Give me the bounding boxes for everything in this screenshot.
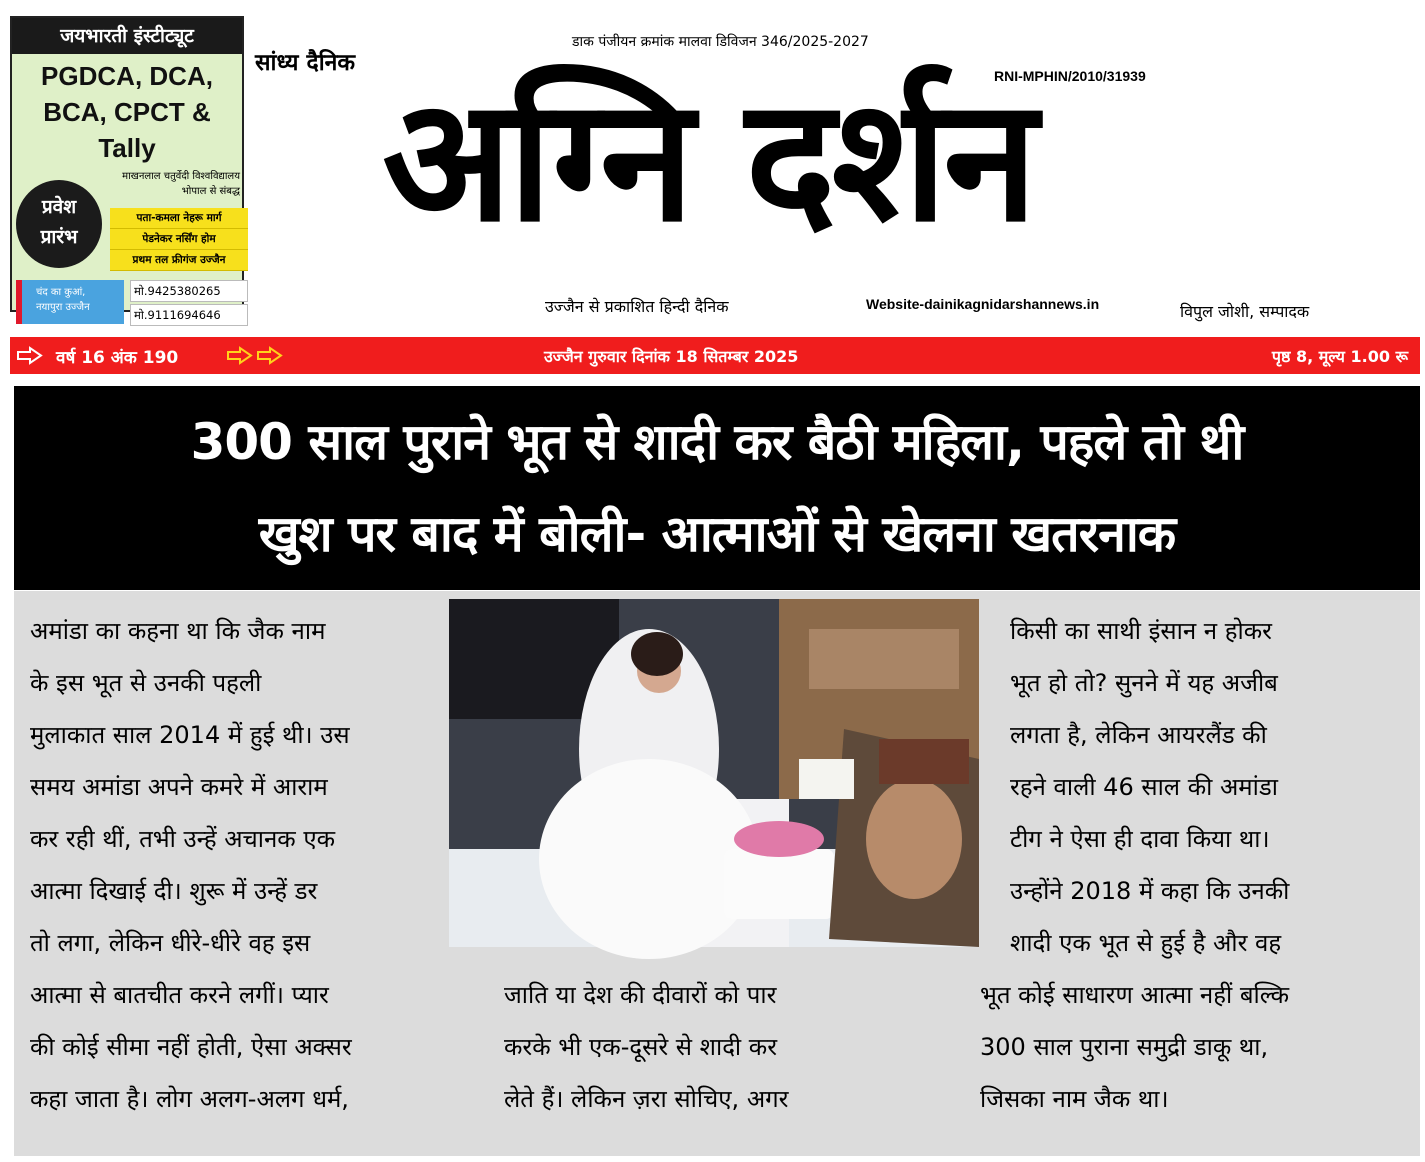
article-column-left [30, 605, 440, 1125]
postal-registration: डाक पंजीयन क्रमांक मालवा डिविजन 346/2025-2027 [572, 34, 869, 50]
arrow-right-icon [226, 346, 254, 365]
ad-admission-line: प्रवेश [41, 196, 77, 218]
ad-course-line: BCA, CPCT & Tally [43, 97, 211, 163]
ad-phones [130, 280, 248, 328]
article-line: उन्होंने 2018 में कहा कि उनकी [1010, 877, 1290, 905]
article-line: अमांडा का कहना था कि जैक नाम [30, 617, 326, 645]
article-line: कर रही थीं, तभी उन्हें अचानक एक [30, 825, 336, 853]
publication-date: उज्जैन गुरुवार दिनांक 18 सितम्बर 2025 [544, 347, 799, 366]
ad-university-line: माखनलाल चतुर्वेदी विश्वविद्यालय [122, 171, 240, 182]
ad-course-line: PGDCA, DCA, [41, 61, 213, 91]
arrow-right-icon [16, 346, 44, 365]
ad-old-address-line: चंद का कुआं, [36, 287, 86, 298]
article-line: के इस भूत से उनकी पहली [30, 669, 262, 697]
article-line: मुलाकात साल 2014 में हुई थी। उस [30, 721, 350, 749]
institute-advertisement [10, 16, 244, 322]
masthead-prefix: सांध्य दैनिक [255, 50, 356, 76]
article-line: समय अमांडा अपने कमरे में आराम [30, 773, 328, 801]
ad-university-line: भोपाल से संबद्ध [181, 186, 240, 197]
editor-credit: विपुल जोशी, सम्पादक [1180, 302, 1310, 321]
article-column-middle [504, 969, 924, 1125]
article-line: टीग ने ऐसा ही दावा किया था। [1010, 825, 1270, 853]
article-column-right-bottom [980, 969, 1410, 1125]
article-body [14, 591, 1420, 1156]
article-line: रहने वाली 46 साल की अमांडा [1010, 773, 1278, 801]
ad-address [110, 208, 248, 271]
article-line: भूत हो तो? सुनने में यह अजीब [1010, 669, 1278, 697]
article-line: 300 साल पुराना समुद्री डाकू था, [980, 1033, 1269, 1061]
article-line: आत्मा दिखाई दी। शुरू में उन्हें डर [30, 877, 318, 905]
article-line: तो लगा, लेकिन धीरे-धीरे वह इस [30, 929, 311, 957]
ad-admission-badge [16, 180, 102, 268]
ad-address-line: प्रथम तल फ्रीगंज उज्जैन [110, 250, 248, 271]
article-headline [14, 386, 1420, 590]
article-line: करके भी एक-दूसरे से शादी कर [504, 1033, 778, 1061]
article-line: की कोई सीमा नहीं होती, ऐसा अक्सर [30, 1033, 352, 1061]
ad-phone: मो.9111694646 [130, 304, 248, 326]
article-line: किसी का साथी इंसान न होकर [1010, 617, 1272, 645]
article-column-right [1010, 605, 1410, 969]
article-line: जाति या देश की दीवारों को पार [504, 981, 777, 1009]
ad-admission-line: प्रारंभ [40, 226, 78, 248]
article-line: भूत कोई साधारण आत्मा नहीं बल्कि [980, 981, 1290, 1009]
ad-old-address [16, 280, 124, 324]
headline-line: 300 साल पुराने भूत से शादी कर बैठी महिला, पहले तो थी [190, 413, 1244, 471]
headline-line: खुश पर बाद में बोली- आत्माओं से खेलना खतरनाक [258, 505, 1176, 563]
ad-institute-name: जयभारती इंस्टीट्यूट [12, 18, 242, 54]
ad-courses [12, 58, 242, 166]
article-photo [449, 599, 979, 947]
ad-old-address-line: नयापुरा उज्जैन [36, 302, 90, 313]
newspaper-title: अग्नि दर्शन [382, 62, 1034, 260]
article-line: लेते हैं। लेकिन ज़रा सोचिए, अगर [504, 1085, 789, 1113]
article-line: आत्मा से बातचीत करने लगीं। प्यार [30, 981, 329, 1009]
arrow-right-icon [256, 346, 284, 365]
ad-phone: मो.9425380265 [130, 280, 248, 302]
ad-address-line: पता-कमला नेहरू मार्ग [110, 208, 248, 229]
page-and-price: पृष्ठ 8, मूल्य 1.00 रू [1271, 347, 1408, 366]
article-line: लगता है, लेकिन आयरलैंड की [1010, 721, 1267, 749]
website-link[interactable]: Website-dainikagnidarshannews.in [866, 296, 1100, 312]
ad-address-line: पेडनेकर नर्सिंग होम [110, 229, 248, 250]
article-line: कहा जाता है। लोग अलग-अलग धर्म, [30, 1085, 349, 1113]
ad-university [104, 169, 244, 199]
article-line: जिसका नाम जैक था। [980, 1085, 1169, 1113]
rni-number: RNI-MPHIN/2010/31939 [994, 68, 1146, 84]
issue-number: वर्ष 16 अंक 190 [56, 348, 179, 368]
article-line: शादी एक भूत से हुई है और वह [1010, 929, 1282, 957]
masthead-tagline: उज्जैन से प्रकाशित हिन्दी दैनिक [545, 297, 729, 316]
issue-info-bar [10, 337, 1420, 374]
